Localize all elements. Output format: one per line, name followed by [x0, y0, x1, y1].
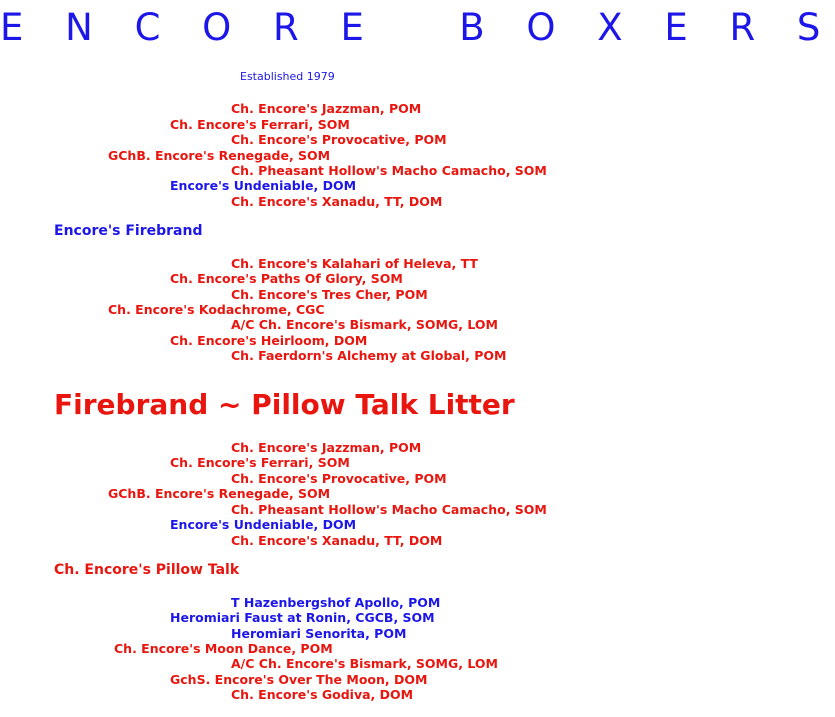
pedigree-entry: Ch. Encore's Tres Cher, POM — [231, 287, 428, 302]
pedigree-entry: GChB. Encore's Renegade, SOM — [108, 486, 331, 501]
pedigree-entry: Ch. Encore's Heirloom, DOM — [170, 333, 368, 348]
pedigree-entry: Ch. Encore's Xanadu, TT, DOM — [231, 194, 443, 209]
pedigree-entry: Heromiari Faust at Ronin, CGCB, SOM — [170, 610, 435, 625]
pedigree-entry: Encore's Undeniable, DOM — [170, 178, 357, 193]
pedigree-entry: T Hazenbergshof Apollo, POM — [231, 595, 441, 610]
page-title: E N C O R E B O X E R S — [0, 6, 835, 49]
pedigree-entry: Ch. Encore's Jazzman, POM — [231, 101, 422, 116]
litter-title: Firebrand ~ Pillow Talk Litter — [54, 388, 515, 421]
established-label: Established 1979 — [240, 70, 335, 83]
pedigree-entry: Heromiari Senorita, POM — [231, 626, 407, 641]
pedigree-entry: Ch. Faerdorn's Alchemy at Global, POM — [231, 348, 507, 363]
pedigree-entry: Ch. Encore's Paths Of Glory, SOM — [170, 271, 403, 286]
pedigree-entry: Ch. Encore's Xanadu, TT, DOM — [231, 533, 443, 548]
pedigree-entry: GchS. Encore's Over The Moon, DOM — [170, 672, 428, 687]
pedigree-entry: Ch. Pheasant Hollow's Macho Camacho, SOM — [231, 502, 547, 517]
pedigree-entry: Ch. Encore's Godiva, DOM — [231, 687, 414, 702]
sire-name: Encore's Firebrand — [54, 223, 203, 239]
pedigree-entry: Ch. Encore's Ferrari, SOM — [170, 455, 350, 470]
pedigree-entry: Ch. Pheasant Hollow's Macho Camacho, SOM — [231, 163, 547, 178]
pedigree-entry: A/C Ch. Encore's Bismark, SOMG, LOM — [231, 317, 498, 332]
pedigree-entry: Ch. Encore's Provocative, POM — [231, 132, 447, 147]
pedigree-entry: Ch. Encore's Ferrari, SOM — [170, 117, 350, 132]
pedigree-entry: Ch. Encore's Kalahari of Heleva, TT — [231, 256, 478, 271]
dam-name: Ch. Encore's Pillow Talk — [54, 562, 240, 578]
pedigree-entry: Ch. Encore's Kodachrome, CGC — [108, 302, 325, 317]
pedigree-entry: Ch. Encore's Jazzman, POM — [231, 440, 422, 455]
pedigree-entry: A/C Ch. Encore's Bismark, SOMG, LOM — [231, 656, 498, 671]
pedigree-entry: Ch. Encore's Provocative, POM — [231, 471, 447, 486]
pedigree-entry: Ch. Encore's Moon Dance, POM — [114, 641, 333, 656]
pedigree-entry: Encore's Undeniable, DOM — [170, 517, 357, 532]
pedigree-entry: GChB. Encore's Renegade, SOM — [108, 148, 331, 163]
